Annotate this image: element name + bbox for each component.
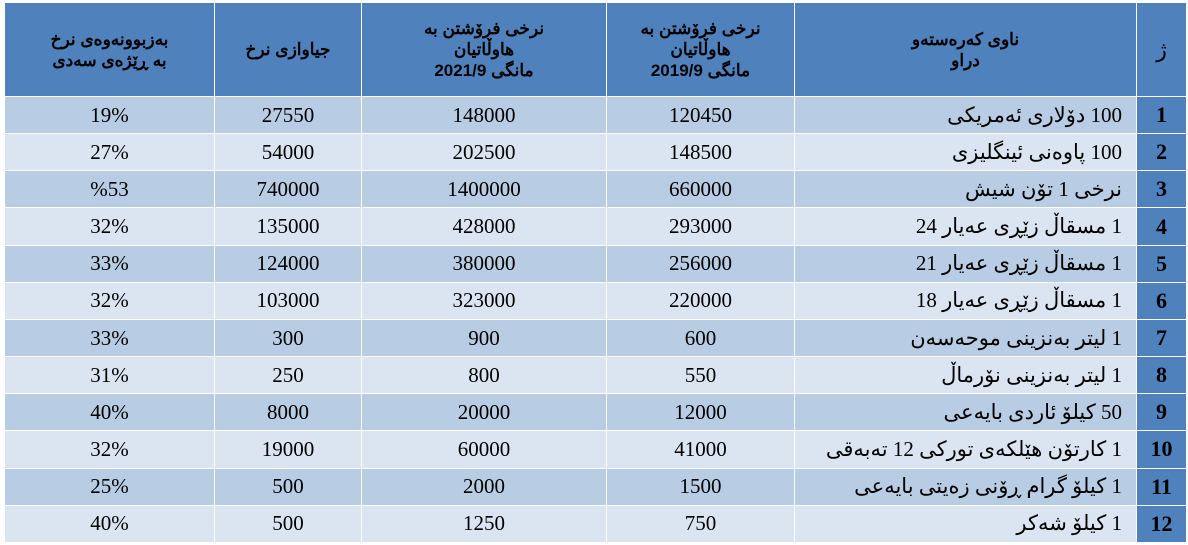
cell-price-2021: 20000	[362, 394, 607, 431]
cell-ratio: 32%	[5, 208, 215, 245]
cell-item-name: 1 لیتر بەنزینی موحەسەن	[795, 319, 1137, 356]
cell-price-2021: 323000	[362, 282, 607, 319]
cell-item-name: 1 کیلۆ شەکر	[795, 505, 1137, 542]
header-difference: جیاوازی نرخ	[215, 3, 362, 97]
cell-ratio: %53	[5, 171, 215, 208]
cell-price-2019: 750	[607, 505, 795, 542]
cell-difference: 300	[215, 319, 362, 356]
cell-item-name: 1 کارتۆن هێلکەی تورکی 12 تەبەقی	[795, 431, 1137, 468]
cell-price-2021: 900	[362, 319, 607, 356]
cell-row-number: 5	[1137, 245, 1187, 282]
cell-price-2019: 550	[607, 357, 795, 394]
cell-difference: 103000	[215, 282, 362, 319]
cell-difference: 124000	[215, 245, 362, 282]
cell-difference: 740000	[215, 171, 362, 208]
cell-row-number: 1	[1137, 97, 1187, 134]
cell-item-name: نرخی 1 تۆن شیش	[795, 171, 1137, 208]
table-row	[5, 431, 1187, 468]
cell-price-2019: 660000	[607, 171, 795, 208]
cell-ratio: 40%	[5, 394, 215, 431]
header-number: ژ	[1137, 3, 1187, 97]
table-row	[5, 394, 1187, 431]
cell-difference: 500	[215, 468, 362, 505]
table-row	[5, 171, 1187, 208]
cell-item-name: 1 کیلۆ گرام ڕۆنی زەیتی بایەعی	[795, 468, 1137, 505]
cell-ratio: 19%	[5, 97, 215, 134]
cell-ratio: 32%	[5, 282, 215, 319]
cell-row-number: 7	[1137, 319, 1187, 356]
cell-price-2019: 120450	[607, 97, 795, 134]
cell-price-2021: 202500	[362, 134, 607, 171]
cell-item-name: 1 مسقاڵ زێڕی عەیار 24	[795, 208, 1137, 245]
cell-ratio: 27%	[5, 134, 215, 171]
cell-price-2019: 41000	[607, 431, 795, 468]
price-comparison-table	[4, 2, 1187, 543]
cell-item-name: 100 پاوەنی ئینگلیزی	[795, 134, 1137, 171]
cell-difference: 8000	[215, 394, 362, 431]
table-row	[5, 282, 1187, 319]
cell-row-number: 10	[1137, 431, 1187, 468]
cell-ratio: 33%	[5, 245, 215, 282]
cell-price-2019: 600	[607, 319, 795, 356]
cell-row-number: 3	[1137, 171, 1187, 208]
cell-price-2021: 60000	[362, 431, 607, 468]
cell-price-2019: 220000	[607, 282, 795, 319]
table-row	[5, 505, 1187, 542]
cell-price-2019: 1500	[607, 468, 795, 505]
cell-price-2019: 12000	[607, 394, 795, 431]
cell-difference: 54000	[215, 134, 362, 171]
table-row	[5, 357, 1187, 394]
table-row	[5, 468, 1187, 505]
cell-price-2021: 148000	[362, 97, 607, 134]
cell-price-2021: 2000	[362, 468, 607, 505]
cell-difference: 135000	[215, 208, 362, 245]
table-row	[5, 208, 1187, 245]
header-price-2021: نرخی فرۆشتن بە هاوڵاتیان مانگی 2021/9	[362, 3, 607, 97]
cell-difference: 19000	[215, 431, 362, 468]
cell-price-2021: 1400000	[362, 171, 607, 208]
cell-difference: 250	[215, 357, 362, 394]
cell-price-2021: 428000	[362, 208, 607, 245]
cell-difference: 27550	[215, 97, 362, 134]
cell-price-2019: 293000	[607, 208, 795, 245]
cell-ratio: 40%	[5, 505, 215, 542]
cell-price-2019: 148500	[607, 134, 795, 171]
cell-difference: 500	[215, 505, 362, 542]
cell-price-2021: 380000	[362, 245, 607, 282]
cell-row-number: 11	[1137, 468, 1187, 505]
cell-price-2019: 256000	[607, 245, 795, 282]
cell-price-2021: 800	[362, 357, 607, 394]
cell-item-name: 1 لیتر بەنزینی نۆرماڵ	[795, 357, 1137, 394]
header-ratio: بەزبوونەوەی نرخ بە ڕێژەی سەدی	[5, 3, 215, 97]
cell-item-name: 1 مسقاڵ زێڕی عەیار 18	[795, 282, 1137, 319]
cell-row-number: 8	[1137, 357, 1187, 394]
header-item: ناوی کەرەستەو دراو	[795, 3, 1137, 97]
header-price-2019: نرخی فرۆشتن بە هاوڵاتیان مانگی 2019/9	[607, 3, 795, 97]
cell-item-name: 100 دۆلاری ئەمریکی	[795, 97, 1137, 134]
cell-row-number: 4	[1137, 208, 1187, 245]
cell-row-number: 9	[1137, 394, 1187, 431]
header-row	[5, 3, 1187, 97]
cell-ratio: 31%	[5, 357, 215, 394]
cell-item-name: 1 مسقاڵ زێڕی عەیار 21	[795, 245, 1137, 282]
cell-ratio: 25%	[5, 468, 215, 505]
table-row	[5, 319, 1187, 356]
cell-item-name: 50 کیلۆ ئاردی بایەعی	[795, 394, 1137, 431]
cell-ratio: 33%	[5, 319, 215, 356]
cell-price-2021: 1250	[362, 505, 607, 542]
cell-row-number: 6	[1137, 282, 1187, 319]
table-row	[5, 97, 1187, 134]
cell-row-number: 2	[1137, 134, 1187, 171]
cell-ratio: 32%	[5, 431, 215, 468]
table-row	[5, 134, 1187, 171]
cell-row-number: 12	[1137, 505, 1187, 542]
table-row	[5, 245, 1187, 282]
